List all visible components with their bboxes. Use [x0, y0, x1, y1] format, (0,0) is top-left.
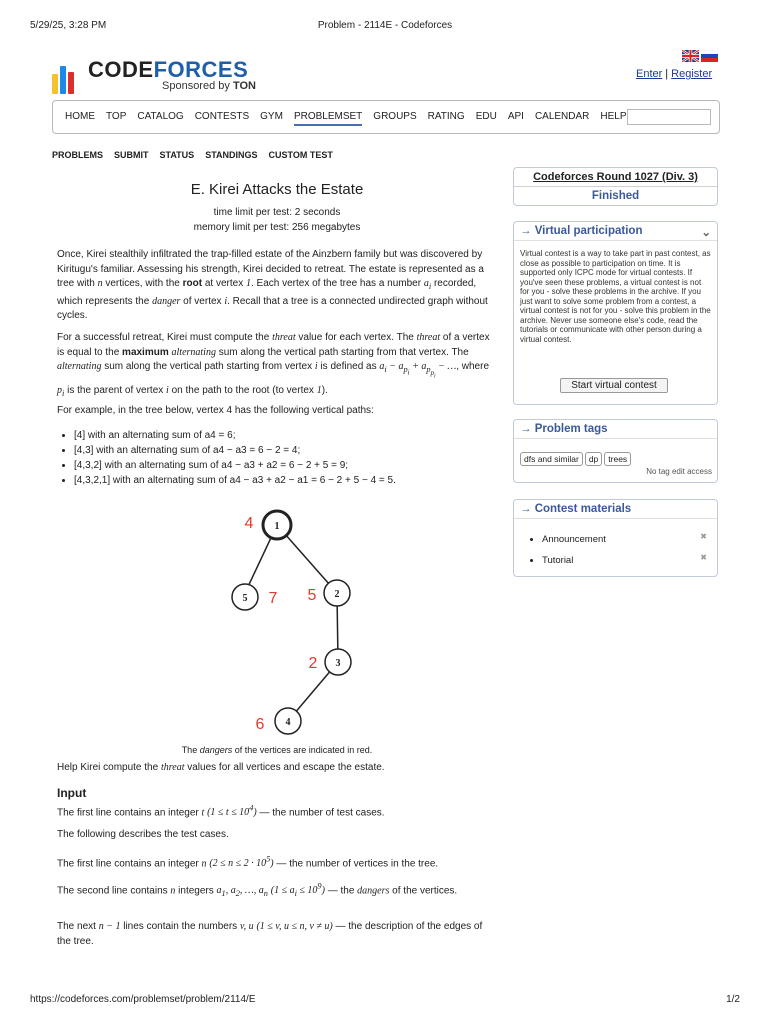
danger-label: 5 [307, 587, 317, 604]
menu-item-problemset[interactable]: PROBLEMSET [294, 111, 362, 126]
input-line-1: The first line contains an integer t $(1 \le t \le 10^4)$ — the number of test cases. [57, 804, 385, 819]
path-item: • [4,3] with an alternating sum of a4 − a3 = 6 − 2 = 4; [74, 443, 502, 458]
auth-links [636, 68, 712, 80]
logo-sponsor: Sponsored by TON [162, 80, 256, 92]
virtual-participation-box [513, 221, 718, 405]
input-heading: Input [57, 786, 87, 800]
no-tag-edit-note: No tag edit access [646, 467, 712, 476]
broken-image-icon: ✖ [700, 553, 707, 562]
subnav-problems[interactable]: PROBLEMS [52, 150, 104, 160]
tree-diagram [180, 505, 400, 745]
tag-trees[interactable]: trees [604, 452, 631, 466]
menu-item-top[interactable]: TOP [106, 111, 127, 122]
logo-wordmark: CODEFORCES [88, 57, 249, 82]
menu-item-api[interactable]: API [507, 111, 524, 122]
menu-item-home[interactable]: HOME [65, 111, 95, 122]
start-virtual-contest-button[interactable]: Start virtual contest [560, 378, 668, 393]
path-item: • [4,3,2] with an alternating sum of a4 − a3 + a2 = 6 − 2 + 5 = 9; [74, 458, 502, 473]
print-url: https://codeforces.com/problemset/problem/2114/E [30, 994, 256, 1005]
contest-info-box [513, 167, 718, 206]
menu-item-calendar[interactable]: CALENDAR [534, 111, 590, 122]
danger-label: 2 [308, 655, 318, 672]
contest-materials-header: → Contest materials [514, 500, 717, 519]
subnav-standings[interactable]: STANDINGS [205, 150, 258, 160]
round-status: Finished [591, 190, 640, 202]
language-flags [680, 50, 718, 68]
uk-flag-icon[interactable] [682, 50, 699, 62]
menu-item-catalog[interactable]: CATALOG [137, 111, 184, 122]
path-item: • [4] with an alternating sum of a4 = 6; [74, 428, 502, 443]
node-label: 2 [334, 589, 340, 600]
tag-dp[interactable]: dp [585, 452, 602, 466]
time-limit: time limit per test: 2 seconds [213, 207, 341, 218]
problem-tags-box [513, 419, 718, 483]
tag-list [520, 452, 633, 466]
round-name-link[interactable]: Codeforces Round 1027 (Div. 3) [514, 168, 717, 187]
material-announcement-link[interactable]: • Announcement [542, 529, 717, 550]
problem-tags-header: → Problem tags [514, 420, 717, 439]
codeforces-logo[interactable] [52, 54, 282, 94]
node-label: 3 [335, 658, 341, 669]
vertical-paths-list [62, 428, 502, 488]
input-line-5: The next n − 1 lines contain the numbers v, u (1 ≤ v, u ≤ n, v ≠ u) — the description of the edges of the tree. [57, 921, 483, 947]
menu-item-edu[interactable]: EDU [475, 111, 497, 122]
node-label: 1 [274, 521, 280, 532]
auth-separator: | [665, 68, 669, 80]
example-intro: For example, in the tree below, vertex 4 has the following vertical paths: [57, 405, 374, 416]
path-item: • [4,3,2,1] with an alternating sum of a4 − a3 + a2 − a1 = 6 − 2 + 5 − 4 = 5. [74, 473, 502, 488]
russia-flag-icon[interactable] [701, 50, 718, 62]
diagram-caption: The dangers of the vertices are indicated in red. [181, 745, 373, 755]
subnav-submit[interactable]: SUBMIT [114, 150, 149, 160]
problem-title: E. Kirei Attacks the Estate [190, 181, 364, 198]
input-line-3: The first line contains an integer n $(2 \le n \le 2 \cdot 10^5)$ — the number of vertices in the tree. [57, 855, 439, 870]
subnav-custom-test[interactable]: CUSTOM TEST [268, 150, 333, 160]
node-label: 5 [242, 593, 248, 604]
menu-item-groups[interactable]: GROUPS [373, 111, 417, 122]
menu-item-gym[interactable]: GYM [260, 111, 283, 122]
print-page-number: 1/2 [726, 994, 740, 1005]
virtual-participation-header[interactable]: → Virtual participation ⌄ [514, 222, 717, 241]
danger-label: 7 [268, 590, 278, 607]
input-line-2: The following describes the test cases. [57, 829, 229, 840]
menu-item-help[interactable]: HELP [600, 111, 627, 122]
print-title: Problem - 2114E - Codeforces [317, 20, 453, 31]
menu-item-rating[interactable]: RATING [427, 111, 465, 122]
help-line: Help Kirei compute the threat values for all vertices and escape the estate. [57, 762, 385, 773]
virtual-contest-text: Virtual contest is a way to take part in past contest, as close as possible to participation on time. It is supported only ICPC mode for virtual contests. If you've seen these problems, a virtual contest is not for you - solve these problems in the archive. If you just want to solve some problem from a contest, a virtual contest is not for you - solve this problem in the archive. Never use someone else's code, read the tutorials or communicate with other person during a virtual contest. [520, 249, 711, 344]
subnav-status[interactable]: STATUS [159, 150, 195, 160]
search-input[interactable] [627, 109, 711, 125]
main-menu [52, 100, 720, 134]
enter-link[interactable]: Enter [636, 68, 663, 80]
tag-dfs-and-similar[interactable]: dfs and similar [520, 452, 583, 466]
input-line-4: The second line contains n integers $a_1$, $a_2$, …, $a_n$ $(1 \le a_i \le 10^9)$ — the dangers of the vertices. [57, 882, 458, 899]
chevron-down-icon[interactable]: ⌄ [701, 227, 711, 239]
menu-item-contests[interactable]: CONTESTS [194, 111, 250, 122]
statement-paragraph-1: Once, Kirei stealthily infiltrated the trap-filled estate of the Ainzbern family but was discovered by Kiritugu's familiar. Assessing his strength, Kirei decided to retreat. The estate is represented as a tree with n vertices, with the root at vertex 1. Each vertex of the tree has a number $a_i$ recorded, which represents the danger of vertex i. Recall that a tree is a connected undirected graph without cycles. [57, 249, 488, 321]
statement-paragraph-2: For a successful retreat, Kirei must compute the threat value for each vertex. The threat of a vertex is equal to the maximum alternating sum along the vertical path starting from that vertex. The alternating sum along the vertical path starting from vertex i is defined as $a_i - a_{p_i} + a_{p_{p_i}}$ − …, where $p_i$ is the parent of vertex i on the path to the root (to vertex 1). [57, 332, 490, 398]
problemset-subnav [52, 150, 344, 160]
register-link[interactable]: Register [671, 68, 713, 80]
contest-materials-box [513, 499, 718, 577]
node-label: 4 [285, 717, 291, 728]
danger-label: 4 [244, 515, 254, 532]
danger-label: 6 [255, 716, 265, 733]
broken-image-icon: ✖ [700, 532, 707, 541]
print-date: 5/29/25, 3:28 PM [30, 20, 107, 31]
memory-limit: memory limit per test: 256 megabytes [193, 222, 361, 233]
material-tutorial-link[interactable]: • Tutorial [542, 550, 717, 571]
